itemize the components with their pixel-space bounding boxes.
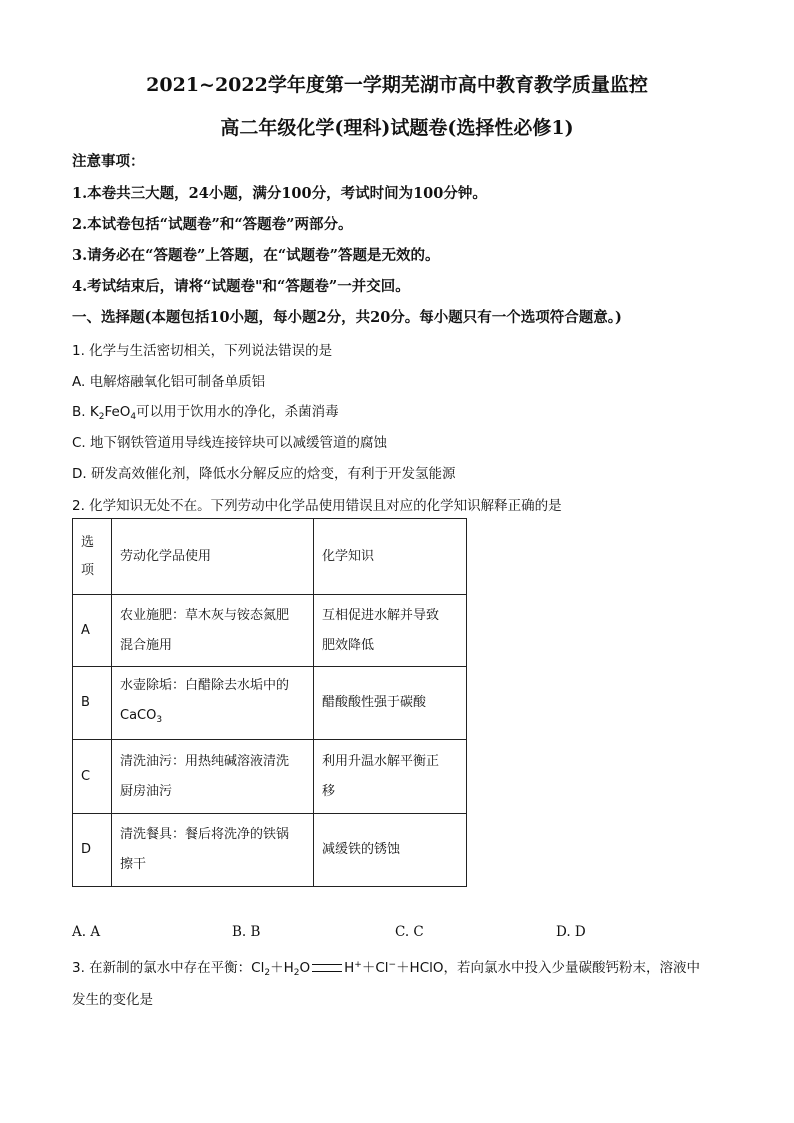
table-cell-usage: 清洗餐具：餐后将洗净的铁锅 擦干 [112, 814, 314, 887]
table-header-option: 选 项 [73, 519, 112, 595]
q1-option-c: C. 地下钢铁管道用导线连接锌块可以减缓管道的腐蚀 [72, 435, 388, 451]
exam-title-line2: 高二年级化学(理科)试题卷(选择性必修1) [220, 117, 574, 139]
table-cell-option: B [73, 667, 112, 740]
q2-option-d: D. D [556, 924, 586, 940]
q3-stem-line2: 发生的变化是 [72, 992, 153, 1008]
q2-option-c: C. C [395, 924, 424, 940]
q2-stem: 2. 化学知识无处不在。下列劳动中化学品使用错误且对应的化学知识解释正确的是 [72, 498, 562, 514]
q2-option-a: A. A [72, 924, 101, 940]
table-cell-knowledge: 利用升温水解平衡正 移 [314, 740, 467, 814]
table-header-row [73, 519, 467, 595]
note-item-4: 4.考试结束后，请将“试题卷"和“答题卷”一并交回。 [72, 278, 410, 295]
table-cell-option: D [73, 814, 112, 887]
table-cell-knowledge: 减缓铁的锈蚀 [314, 814, 467, 887]
q1-option-b: B. $K_2FeO_4$可以用于饮用水的净化，杀菌消毒 [72, 404, 339, 422]
equilibrium-arrow-icon [312, 964, 342, 972]
table-row [73, 667, 467, 740]
notes-heading: 注意事项： [72, 153, 145, 170]
q3-stem: 3. 在新制的氯水中存在平衡：$Cl_2+H_2O$ H+＋Cl−＋HClO，若向氯水中投入少量碳酸钙粉末，溶液中 [72, 960, 701, 978]
table-row [73, 595, 467, 667]
q2-table [72, 518, 467, 887]
q1-stem: 1. 化学与生活密切相关，下列说法错误的是 [72, 343, 333, 359]
note-item-2: 2.本试卷包括“试题卷”和“答题卷”两部分。 [72, 216, 353, 233]
table-cell-usage: 水壶除垢：白醋除去水垢中的 CaCO$_3$ [112, 667, 314, 740]
table-cell-option: A [73, 595, 112, 667]
table-header-usage: 劳动化学品使用 [112, 519, 314, 595]
q1-option-a: A. 电解熔融氧化铝可制备单质铝 [72, 374, 266, 390]
table-header-knowledge: 化学知识 [314, 519, 467, 595]
table-row [73, 814, 467, 887]
table-cell-option: C [73, 740, 112, 814]
q1-option-d: D. 研发高效催化剂，降低水分解反应的焓变，有利于开发氢能源 [72, 466, 456, 482]
exam-title-line1: 2021~2022学年度第一学期芜湖市高中教育教学质量监控 [146, 74, 648, 96]
section1-heading: 一、选择题(本题包括10小题，每小题2分，共20分。每小题只有一个选项符合题意。) [72, 309, 622, 326]
q2-option-b: B. B [232, 924, 261, 940]
table-row [73, 740, 467, 814]
table-cell-knowledge: 互相促进水解并导致 肥效降低 [314, 595, 467, 667]
table-cell-usage: 清洗油污：用热纯碱溶液清洗 厨房油污 [112, 740, 314, 814]
note-item-1: 1.本卷共三大题，24小题，满分100分，考试时间为100分钟。 [72, 185, 487, 202]
table-cell-usage: 农业施肥：草木灰与铵态氮肥 混合施用 [112, 595, 314, 667]
table-cell-knowledge: 醋酸酸性强于碳酸 [314, 667, 467, 740]
note-item-3: 3.请务必在“答题卷”上答题，在“试题卷”答题是无效的。 [72, 247, 440, 264]
